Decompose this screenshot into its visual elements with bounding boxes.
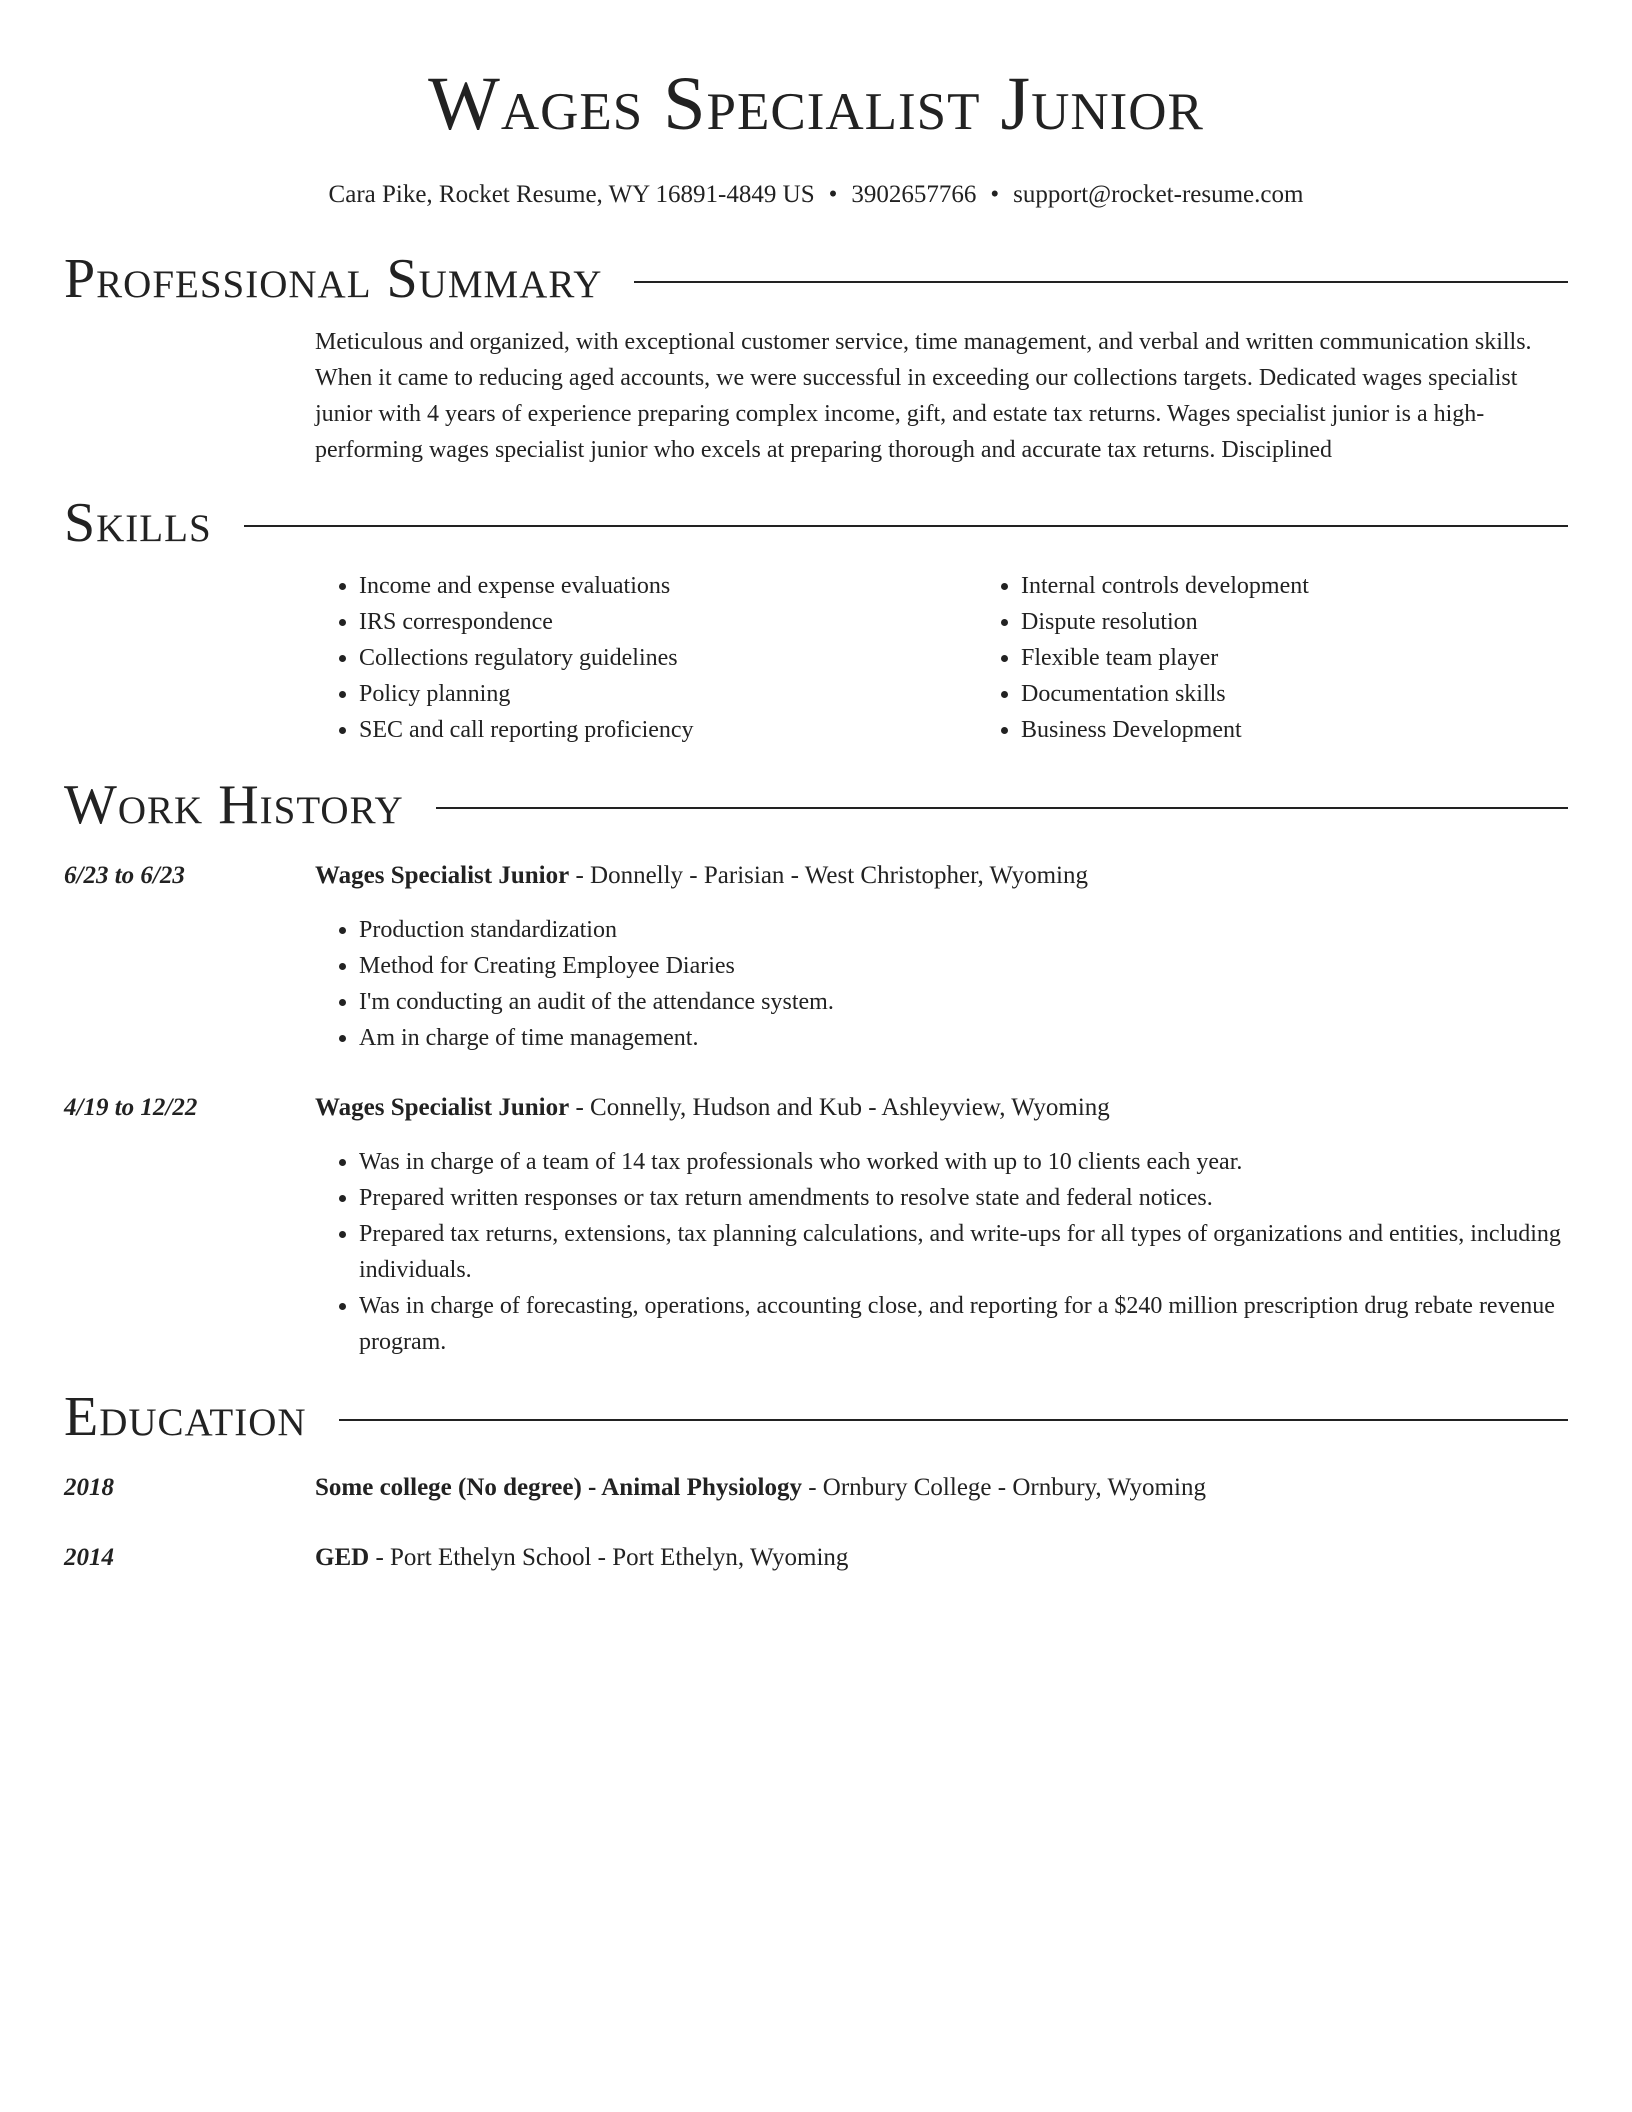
job-entry [64, 858, 1568, 1056]
skill-item: • Business Development [1021, 712, 1632, 748]
job-title: Wages Specialist Junior [315, 862, 570, 889]
job-bullet: • Was in charge of forecasting, operations, accounting close, and reporting for a $240 million prescription drug rebate revenue program. [359, 1288, 1568, 1360]
skills-heading-row [64, 488, 1568, 558]
education-entry [64, 1470, 1568, 1506]
summary-section [64, 244, 1568, 468]
job-heading [315, 1090, 1568, 1126]
summary-heading: Professional Summary [64, 248, 603, 310]
skill-item: • Policy planning [359, 676, 977, 712]
job-title: Wages Specialist Junior [315, 1094, 570, 1121]
education-school: - Ornbury College - Ornbury, Wyoming [801, 1474, 1206, 1501]
job-bullets [315, 1144, 1568, 1360]
summary-text: Meticulous and organized, with exceptional customer service, time management, and verbal and written communication skills. When it came to reducing aged accounts, we were successful in exceeding our collections targets. Dedicated wages specialist junior with 4 years of experience preparing complex income, gift, and estate tax returns. Wages specialist junior is a high-performing wages specialist junior who excels at preparing thorough and accurate tax returns. Disciplined [315, 329, 1532, 463]
skill-item: • Income and expense evaluations [359, 568, 977, 604]
resume-name: Wages Specialist Junior [428, 62, 1204, 146]
job-employer: - Donnelly - Parisian - West Christopher, Wyoming [569, 862, 1088, 889]
contact-separator: • [990, 181, 1000, 208]
work-history-section [64, 770, 1568, 1360]
job-dates: 4/19 to 12/22 [64, 1094, 198, 1121]
skill-item: • IRS correspondence [359, 604, 977, 640]
skills-list [315, 568, 1632, 748]
skills-heading: Skills [64, 492, 212, 554]
skill-item: • Dispute resolution [1021, 604, 1632, 640]
contact-line [64, 180, 1568, 210]
job-bullet: • I'm conducting an audit of the attendance system. [359, 984, 1568, 1020]
job-entry [64, 1090, 1568, 1360]
education-heading: Education [64, 1386, 307, 1448]
job-bullet: • Was in charge of a team of 14 tax professionals who worked with up to 10 clients each year. [359, 1144, 1568, 1180]
job-bullet: • Production standardization [359, 912, 1568, 948]
skills-column-left [315, 568, 977, 748]
contact-separator: • [828, 181, 838, 208]
education-entry [64, 1540, 1568, 1576]
job-bullet: • Method for Creating Employee Diaries [359, 948, 1568, 984]
education-degree: Some college (No degree) - Animal Physiology [315, 1474, 802, 1501]
education-degree: GED [315, 1544, 370, 1571]
job-dates: 6/23 to 6/23 [64, 862, 185, 889]
section-divider [436, 807, 1568, 809]
section-divider [634, 281, 1568, 283]
education-section [64, 1382, 1568, 1576]
job-employer: - Connelly, Hudson and Kub - Ashleyview, Wyoming [569, 1094, 1110, 1121]
job-bullets [315, 912, 1568, 1056]
contact-email: support@rocket-resume.com [1013, 181, 1304, 208]
skills-section [64, 488, 1568, 748]
work-history-heading: Work History [64, 774, 404, 836]
skill-item: • SEC and call reporting proficiency [359, 712, 977, 748]
job-bullet: • Prepared tax returns, extensions, tax planning calculations, and write-ups for all types of organizations and entities, including individuals. [359, 1216, 1568, 1288]
contact-phone: 3902657766 [851, 181, 977, 208]
education-year: 2018 [64, 1474, 114, 1501]
job-bullet: • Am in charge of time management. [359, 1020, 1568, 1056]
skill-item: • Collections regulatory guidelines [359, 640, 977, 676]
skills-column-right [977, 568, 1632, 748]
section-divider [339, 1419, 1568, 1421]
education-school: - Port Ethelyn School - Port Ethelyn, Wyoming [369, 1544, 849, 1571]
section-divider [244, 525, 1568, 527]
work-heading-row [64, 770, 1568, 840]
education-year: 2014 [64, 1544, 114, 1571]
contact-address: Cara Pike, Rocket Resume, WY 16891-4849 US [328, 181, 815, 208]
education-heading-row [64, 1382, 1568, 1452]
summary-heading-row [64, 244, 1568, 314]
job-heading [315, 858, 1568, 894]
skill-item: • Flexible team player [1021, 640, 1632, 676]
skill-item: • Internal controls development [1021, 568, 1632, 604]
job-bullet: • Prepared written responses or tax return amendments to resolve state and federal notices. [359, 1180, 1568, 1216]
skill-item: • Documentation skills [1021, 676, 1632, 712]
